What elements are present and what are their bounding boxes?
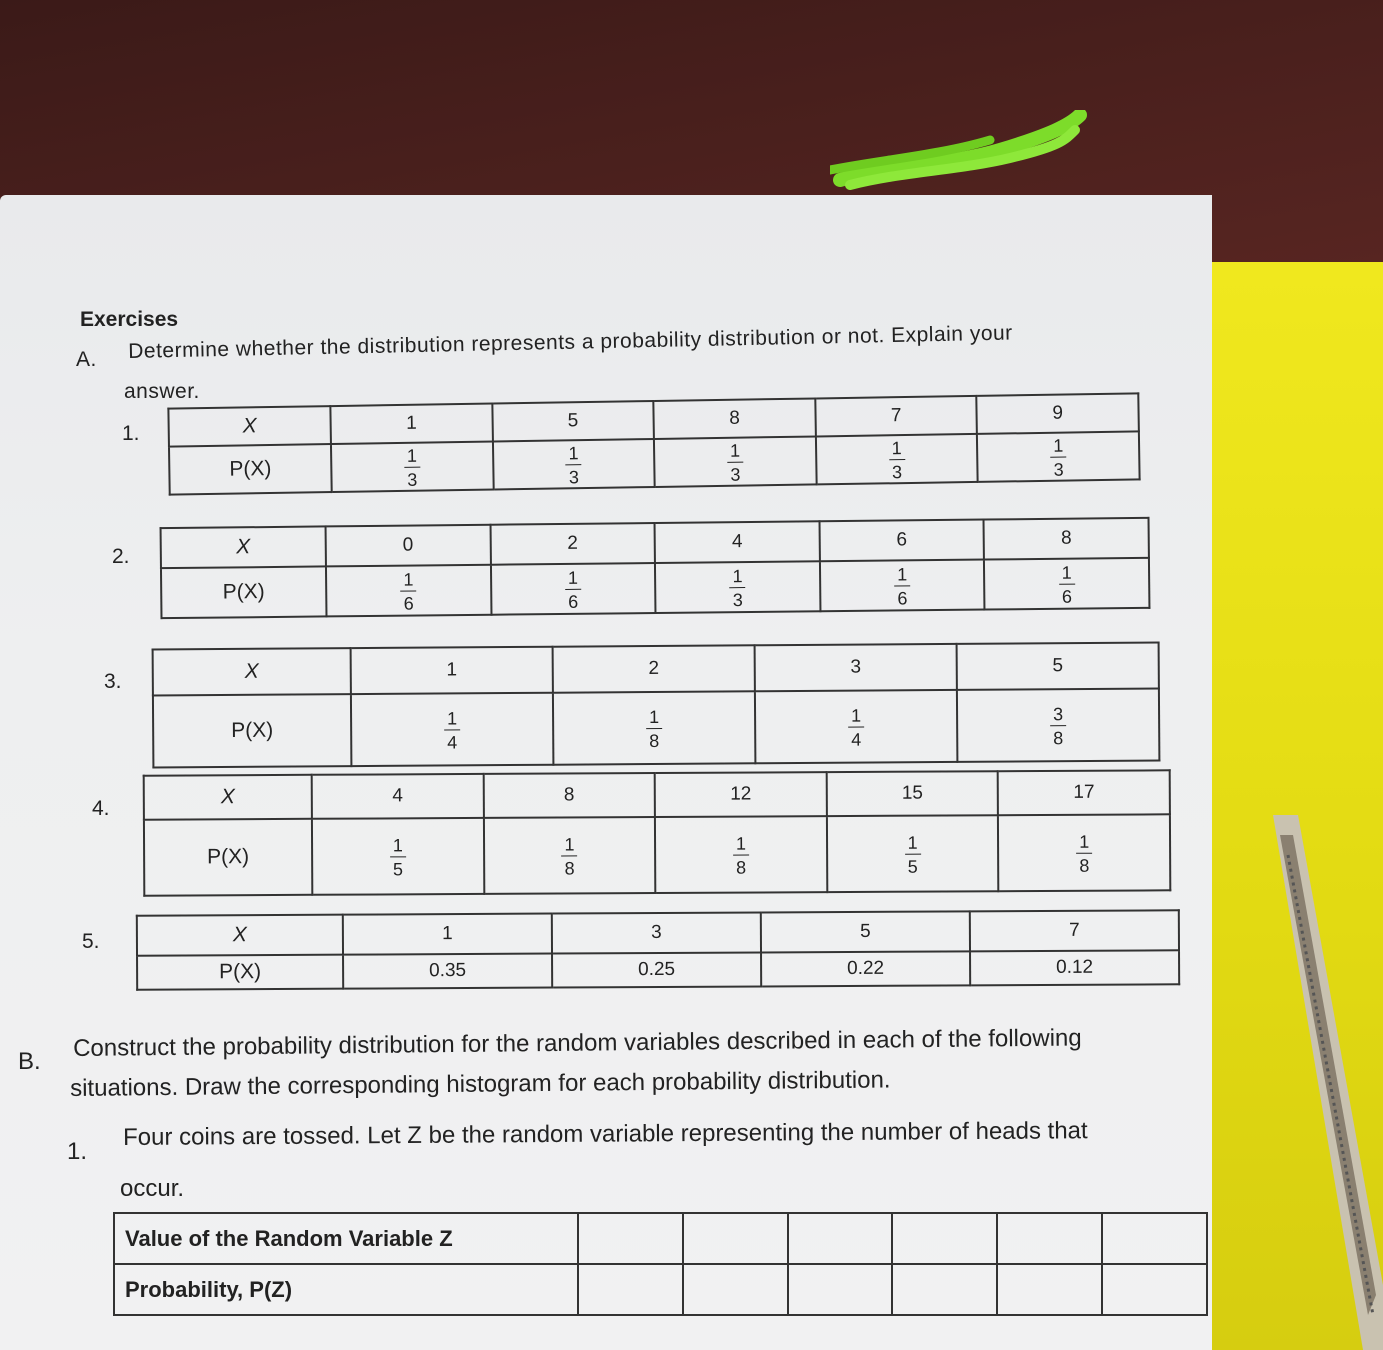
x-value: 4 [655,521,820,563]
problem-3-number: 3. [104,670,122,693]
px-value: $\frac{1}{8}$ [553,691,755,764]
px-header: P(X) [169,444,332,495]
green-yarn [830,110,1090,190]
px-header: P(X) [161,566,327,618]
z-value-header: Value of the Random Variable Z [114,1213,578,1264]
x-value: 3 [552,912,761,953]
px-value: $\frac{1}{5}$ [312,818,484,895]
pz-cell [578,1264,683,1315]
z-value-cell [997,1213,1102,1264]
px-value: $\frac{1}{3}$ [331,442,493,493]
x-value: 3 [755,644,957,691]
part-a-letter: A. [76,348,97,371]
pen [1268,815,1383,1350]
x-value: 12 [655,772,827,817]
x-header: X [144,775,312,820]
part-a-instruction-line1: Determine whether the distribution represents a probability distribution or not. Explain your [128,321,1013,363]
px-value: $\frac{1}{5}$ [827,815,999,892]
px-value: $\frac{1}{6}$ [326,565,491,617]
x-value: 2 [553,645,755,692]
z-value-cell [1102,1213,1207,1264]
x-header: X [168,406,331,447]
part-b-table [113,1212,1208,1316]
part-b-item-line1: Four coins are tossed. Let Z be the random variable representing the number of heads that [123,1117,1088,1151]
pz-header: Probability, P(Z) [114,1264,578,1315]
x-value: 5 [761,911,970,952]
pz-cell [892,1264,997,1315]
px-value: $\frac{1}{4}$ [755,690,957,763]
x-value: 8 [984,518,1149,560]
problem-3-table [152,641,1161,768]
x-value: 8 [483,773,655,818]
px-value: $\frac{1}{3}$ [493,439,655,490]
px-value: $\frac{3}{8}$ [957,688,1159,761]
px-value: $\frac{1}{8}$ [655,816,827,893]
pz-cell [683,1264,788,1315]
x-value: 2 [490,523,655,565]
part-b-item-number: 1. [67,1138,88,1165]
px-value: $\frac{1}{6}$ [984,558,1149,610]
x-value: 17 [998,770,1170,815]
x-value: 1 [330,404,492,445]
z-value-cell [788,1213,893,1264]
x-header: X [161,526,326,568]
x-value: 6 [819,520,984,562]
px-value: $\frac{1}{3}$ [655,561,820,613]
part-b-instruction-line2: situations. Draw the corresponding histogram for each probability distribution. [70,1066,891,1102]
x-value: 9 [977,393,1139,434]
z-value-cell [578,1213,683,1264]
px-header: P(X) [137,955,343,990]
problem-1-number: 1. [122,422,140,445]
part-b-letter: B. [18,1048,41,1075]
problem-4-table [143,769,1172,896]
pz-cell [1102,1264,1207,1315]
part-b-instruction-line1: Construct the probability distribution for the random variables described in each of the following [73,1024,1082,1062]
px-value: 0.22 [761,951,970,986]
px-value: 0.25 [552,952,761,987]
x-value: 8 [654,398,816,439]
x-value: 15 [826,771,998,816]
x-value: 7 [970,910,1179,951]
problem-5-table [136,909,1180,990]
px-value: $\frac{1}{3}$ [654,436,816,487]
x-header: X [153,648,351,695]
px-value: 0.35 [343,954,552,989]
x-value: 1 [351,647,553,694]
x-value: 1 [343,914,552,955]
problem-2-number: 2. [112,545,130,568]
px-value: 0.12 [970,950,1179,985]
z-value-cell [892,1213,997,1264]
px-value: $\frac{1}{3}$ [816,434,978,485]
section-title: Exercises [80,308,179,331]
problem-2-table [160,517,1151,619]
px-value: $\frac{1}{8}$ [998,814,1170,891]
part-a-instruction-line2: answer. [124,380,200,403]
problem-5-number: 5. [82,930,100,953]
px-value: $\frac{1}{4}$ [351,693,553,766]
x-value: 5 [957,642,1159,689]
problem-1-table [167,392,1140,495]
px-header: P(X) [144,819,312,896]
problem-4-number: 4. [92,797,110,820]
px-header: P(X) [153,694,351,767]
px-value: $\frac{1}{8}$ [484,817,656,894]
x-value: 0 [326,525,491,567]
px-value: $\frac{1}{6}$ [491,563,656,615]
px-value: $\frac{1}{3}$ [977,431,1139,482]
pz-cell [788,1264,893,1315]
x-value: 5 [492,401,654,442]
pz-cell [997,1264,1102,1315]
z-value-cell [683,1213,788,1264]
x-value: 7 [815,396,977,437]
part-b-item-line2: occur. [120,1175,185,1202]
px-value: $\frac{1}{6}$ [820,560,985,612]
x-header: X [137,915,343,956]
x-value: 4 [312,774,484,819]
